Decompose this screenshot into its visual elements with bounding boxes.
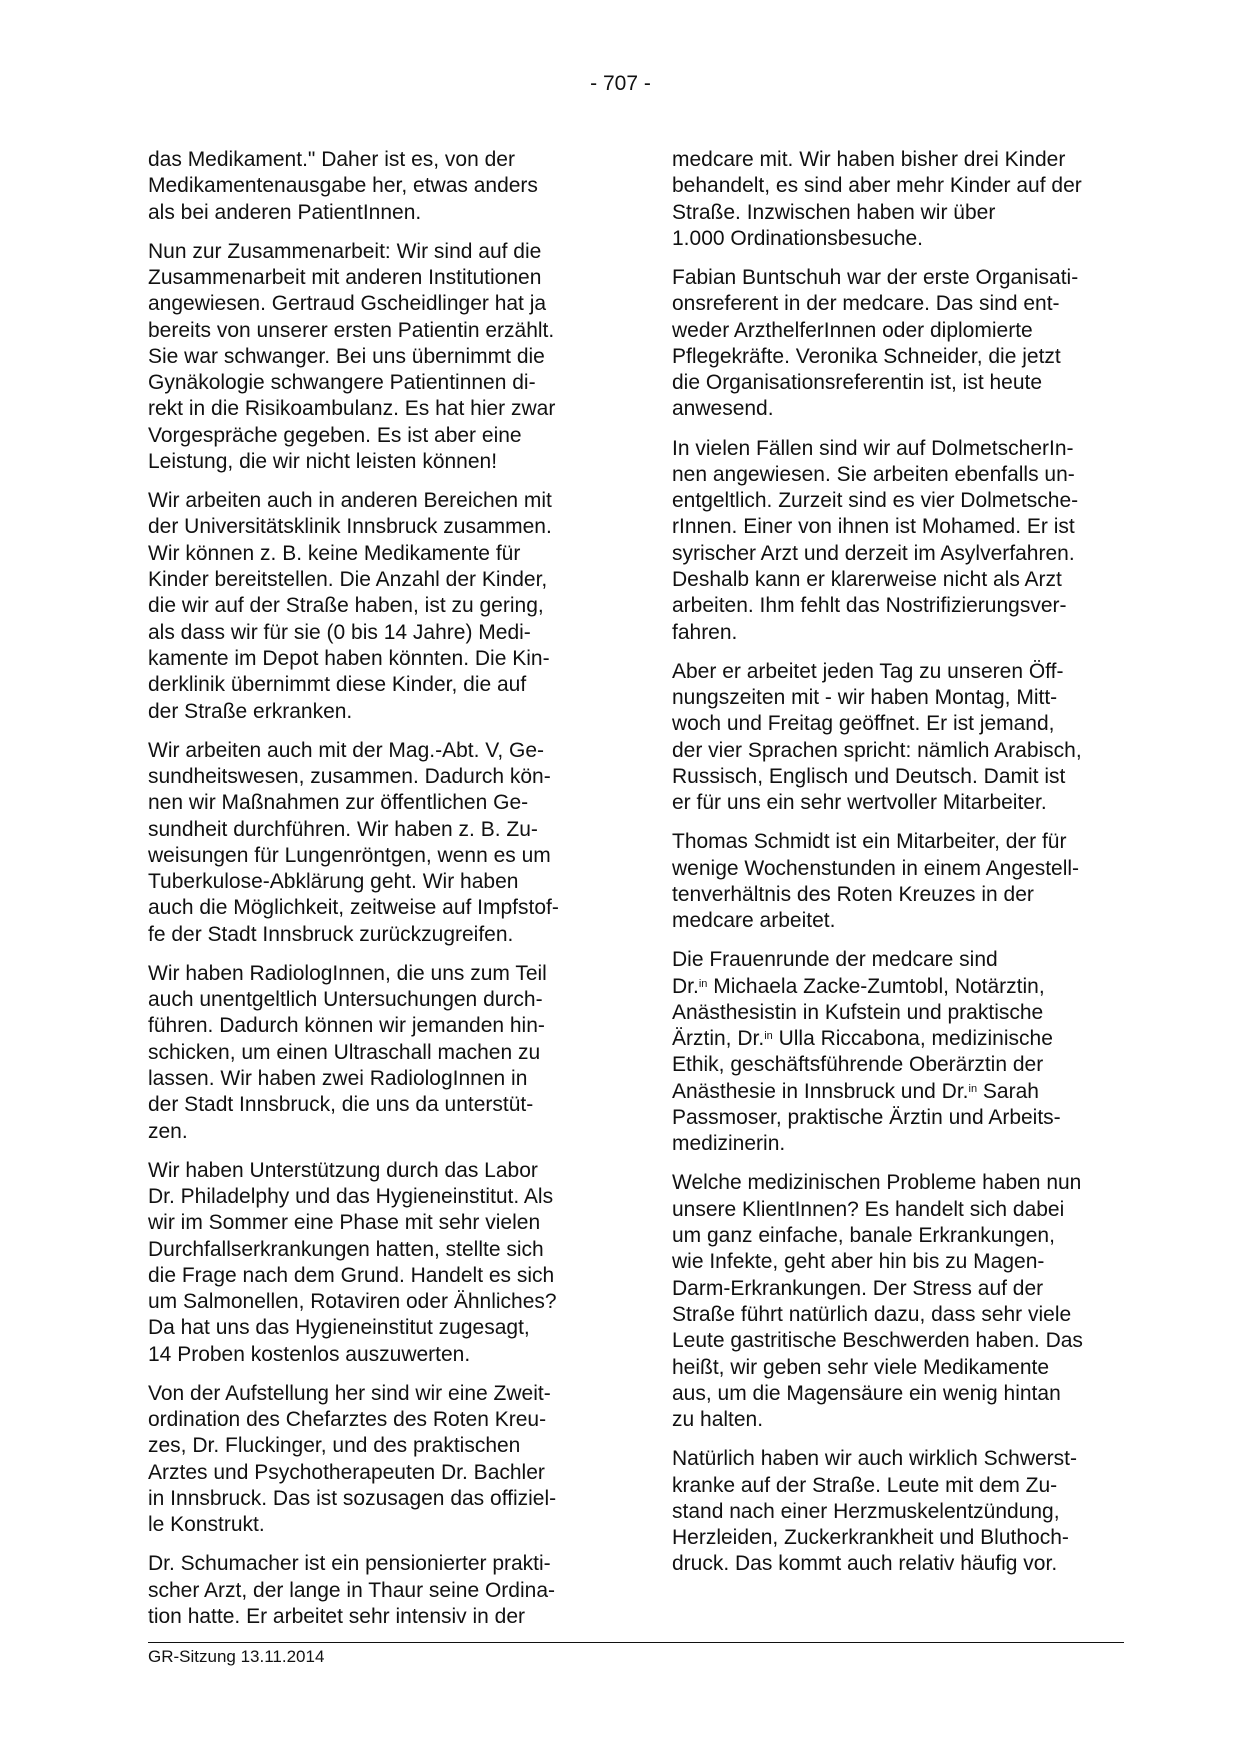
text-line: druck. Das kommt auch relativ häufig vor. — [672, 1552, 1058, 1576]
text-line: der Straße erkranken. — [148, 699, 353, 723]
text-line: Wir haben RadiologInnen, die uns zum Teil — [148, 961, 547, 985]
right-column — [672, 147, 1142, 1591]
paragraph — [672, 436, 1142, 646]
text-line: Welche medizinischen Probleme haben nun — [672, 1171, 1082, 1195]
text-line: ordination des Chefarztes des Roten Kreu- — [148, 1408, 547, 1432]
text-line: behandelt, es sind aber mehr Kinder auf der — [672, 174, 1082, 198]
text-line: auch unentgeltlich Untersuchungen durch- — [148, 988, 543, 1012]
text-line: Dr.$^{in}$ Michaela Zacke-Zumtobl, Notärztin, — [672, 974, 1045, 998]
text-line: Straße. Inzwischen haben wir über — [672, 200, 996, 224]
paragraph — [148, 1381, 618, 1539]
paragraph — [148, 239, 618, 476]
text-line: anwesend. — [672, 397, 774, 421]
paragraph — [148, 147, 618, 226]
text-line: Thomas Schmidt ist ein Mitarbeiter, der für — [672, 830, 1067, 854]
text-line: le Konstrukt. — [148, 1513, 265, 1537]
text-line: der Universitätsklinik Innsbruck zusammen. — [148, 515, 552, 539]
text-line: Deshalb kann er klarerweise nicht als Arzt — [672, 568, 1062, 592]
paragraph — [672, 659, 1142, 817]
text-line: Herzleiden, Zuckerkrankheit und Bluthoch- — [672, 1526, 1069, 1550]
footer-text: GR-Sitzung 13.11.2014 — [148, 1647, 325, 1666]
text-line: führen. Dadurch können wir jemanden hin- — [148, 1014, 545, 1038]
text-line: kranke auf der Straße. Leute mit dem Zu- — [672, 1473, 1058, 1497]
text-line: lassen. Wir haben zwei RadiologInnen in — [148, 1066, 528, 1090]
text-line: unsere KlientInnen? Es handelt sich dabei — [672, 1197, 1065, 1221]
text-line: heißt, wir geben sehr viele Medikamente — [672, 1355, 1050, 1379]
text-line: rInnen. Einer von ihnen ist Mohamed. Er ist — [672, 515, 1075, 539]
text-line: um Salmonellen, Rotaviren oder Ähnliches? — [148, 1290, 557, 1314]
text-line: Von der Aufstellung her sind wir eine Zweit- — [148, 1381, 551, 1405]
text-line: zes, Dr. Fluckinger, und des praktischen — [148, 1434, 521, 1458]
text-line: der Stadt Innsbruck, die uns da unterstüt- — [148, 1093, 534, 1117]
text-line: Russisch, Englisch und Deutsch. Damit ist — [672, 764, 1066, 788]
paragraph — [148, 1551, 618, 1630]
text-line: medcare arbeitet. — [672, 909, 836, 933]
text-line: Fabian Buntschuh war der erste Organisati- — [672, 265, 1079, 289]
text-line: Medikamentenausgabe her, etwas anders — [148, 174, 538, 198]
text-line: Kinder bereitstellen. Die Anzahl der Kinder, — [148, 568, 548, 592]
text-line: er für uns ein sehr wertvoller Mitarbeiter. — [672, 791, 1047, 815]
text-line: Aber er arbeitet jeden Tag zu unseren Öff- — [672, 659, 1064, 683]
text-line: 14 Proben kostenlos auszuwerten. — [148, 1342, 471, 1366]
paragraph — [148, 1158, 618, 1368]
text-line: zen. — [148, 1119, 188, 1143]
text-line: Da hat uns das Hygieneinstitut zugesagt, — [148, 1316, 530, 1340]
paragraph — [148, 961, 618, 1145]
text-line: Dr. Schumacher ist ein pensionierter prakti- — [148, 1552, 551, 1576]
text-line: die Frage nach dem Grund. Handelt es sich — [148, 1263, 555, 1287]
text-line: Sie war schwanger. Bei uns übernimmt die — [148, 344, 545, 368]
text-line: Natürlich haben wir auch wirklich Schwerst- — [672, 1447, 1077, 1471]
text-line: Vorgespräche gegeben. Es ist aber eine — [148, 423, 522, 447]
text-line: um ganz einfache, banale Erkrankungen, — [672, 1224, 1055, 1248]
text-line: syrischer Arzt und derzeit im Asylverfahren. — [672, 541, 1075, 565]
text-line: Anästhesie in Innsbruck und Dr.$^{in}$ Sarah — [672, 1079, 1039, 1103]
text-line: onsreferent in der medcare. Das sind ent- — [672, 292, 1060, 316]
superscript: in — [764, 1030, 773, 1043]
text-line: entgeltlich. Zurzeit sind es vier Dolmetsche- — [672, 489, 1079, 513]
text-line: angewiesen. Gertraud Gscheidlinger hat ja — [148, 292, 547, 316]
text-line: rekt in die Risikoambulanz. Es hat hier zwar — [148, 397, 556, 421]
text-line: zu halten. — [672, 1408, 764, 1432]
text-line: Durchfallserkrankungen hatten, stellte sich — [148, 1237, 544, 1261]
text-line: die wir auf der Straße haben, ist zu gering, — [148, 594, 544, 618]
footer-divider — [148, 1642, 1124, 1643]
text-line: Leistung, die wir nicht leisten können! — [148, 450, 498, 474]
paragraph — [672, 1446, 1142, 1577]
text-line: medcare mit. Wir haben bisher drei Kinder — [672, 148, 1066, 171]
text-line: Zusammenarbeit mit anderen Institutionen — [148, 265, 542, 289]
text-line: stand nach einer Herzmuskelentzündung, — [672, 1499, 1060, 1523]
text-line: weder ArzthelferInnen oder diplomierte — [672, 318, 1033, 342]
text-line: Wir haben Unterstützung durch das Labor — [148, 1158, 538, 1182]
text-line: sundheit durchführen. Wir haben z. B. Zu- — [148, 817, 538, 841]
text-line: tenverhältnis des Roten Kreuzes in der — [672, 882, 1034, 906]
text-line: Tuberkulose-Abklärung geht. Wir haben — [148, 870, 519, 894]
text-line: nungszeiten mit - wir haben Montag, Mitt- — [672, 686, 1058, 710]
text-line: medizinerin. — [672, 1132, 786, 1156]
text-line: Darm-Erkrankungen. Der Stress auf der — [672, 1276, 1044, 1300]
text-line: nen angewiesen. Sie arbeiten ebenfalls un- — [672, 462, 1075, 486]
text-line: Dr. Philadelphy und das Hygieneinstitut. Als — [148, 1184, 554, 1208]
paragraph — [672, 829, 1142, 934]
text-line: das Medikament." Daher ist es, von der — [148, 148, 515, 171]
text-line: in Innsbruck. Das ist sozusagen das offiziel- — [148, 1487, 557, 1511]
text-line: kamente im Depot haben könnten. Die Kin- — [148, 646, 550, 670]
text-line: Gynäkologie schwangere Patientinnen di- — [148, 371, 536, 395]
text-line: Straße führt natürlich dazu, dass sehr viele — [672, 1302, 1072, 1326]
text-line: Wir können z. B. keine Medikamente für — [148, 541, 521, 565]
paragraph — [672, 947, 1142, 1157]
text-line: nen wir Maßnahmen zur öffentlichen Ge- — [148, 791, 529, 815]
text-line: Nun zur Zusammenarbeit: Wir sind auf die — [148, 239, 542, 263]
left-column — [148, 147, 618, 1643]
text-line: arbeiten. Ihm fehlt das Nostrifizierungsver- — [672, 594, 1067, 618]
text-line: woch und Freitag geöffnet. Er ist jemand, — [672, 712, 1055, 736]
text-line: wir im Sommer eine Phase mit sehr vielen — [148, 1211, 541, 1235]
text-line: scher Arzt, der lange in Thaur seine Ordina- — [148, 1578, 555, 1602]
page-number: - 707 - — [590, 72, 651, 95]
text-line: Arztes und Psychotherapeuten Dr. Bachler — [148, 1460, 545, 1484]
text-line: bereits von unserer ersten Patientin erzählt. — [148, 318, 555, 342]
paragraph — [672, 265, 1142, 423]
text-line: In vielen Fällen sind wir auf DolmetscherIn- — [672, 436, 1074, 460]
text-line: fahren. — [672, 620, 738, 644]
text-line: Ärztin, Dr.$^{in}$ Ulla Riccabona, medizinische — [672, 1027, 1053, 1051]
text-line: aus, um die Magensäure ein wenig hintan — [672, 1381, 1061, 1405]
text-line: Die Frauenrunde der medcare sind — [672, 948, 998, 972]
text-line: Leute gastritische Beschwerden haben. Das — [672, 1329, 1083, 1353]
text-line: Ethik, geschäftsführende Oberärztin der — [672, 1053, 1044, 1077]
text-line: 1.000 Ordinationsbesuche. — [672, 226, 924, 250]
text-line: die Organisationsreferentin ist, ist heute — [672, 371, 1043, 395]
superscript: in — [698, 977, 708, 990]
text-line: fe der Stadt Innsbruck zurückzugreifen. — [148, 922, 514, 946]
paragraph — [672, 147, 1142, 252]
text-line: sundheitswesen, zusammen. Dadurch kön- — [148, 764, 551, 788]
text-line: Wir arbeiten auch mit der Mag.-Abt. V, Ge- — [148, 738, 545, 762]
text-line: wie Infekte, geht aber hin bis zu Magen- — [672, 1250, 1045, 1274]
text-line: als dass wir für sie (0 bis 14 Jahre) Medi- — [148, 620, 531, 644]
text-line: auch die Möglichkeit, zeitweise auf Impfstof- — [148, 896, 559, 920]
text-line: Pflegekräfte. Veronika Schneider, die jetzt — [672, 344, 1061, 368]
paragraph — [148, 738, 618, 948]
paragraph — [672, 1170, 1142, 1433]
text-line: tion hatte. Er arbeitet sehr intensiv in der — [148, 1605, 526, 1629]
text-line: derklinik übernimmt diese Kinder, die auf — [148, 673, 527, 697]
text-line: der vier Sprachen spricht: nämlich Arabisch, — [672, 738, 1082, 762]
text-line: als bei anderen PatientInnen. — [148, 200, 422, 224]
paragraph — [148, 488, 618, 725]
text-line: wenige Wochenstunden in einem Angestell- — [672, 856, 1080, 880]
text-line: Anästhesistin in Kufstein und praktische — [672, 1000, 1044, 1024]
text-line: Passmoser, praktische Ärztin und Arbeits- — [672, 1106, 1061, 1130]
superscript: in — [968, 1082, 978, 1095]
text-line: Wir arbeiten auch in anderen Bereichen mit — [148, 489, 552, 513]
text-line: schicken, um einen Ultraschall machen zu — [148, 1040, 541, 1064]
text-line: weisungen für Lungenröntgen, wenn es um — [148, 843, 551, 867]
